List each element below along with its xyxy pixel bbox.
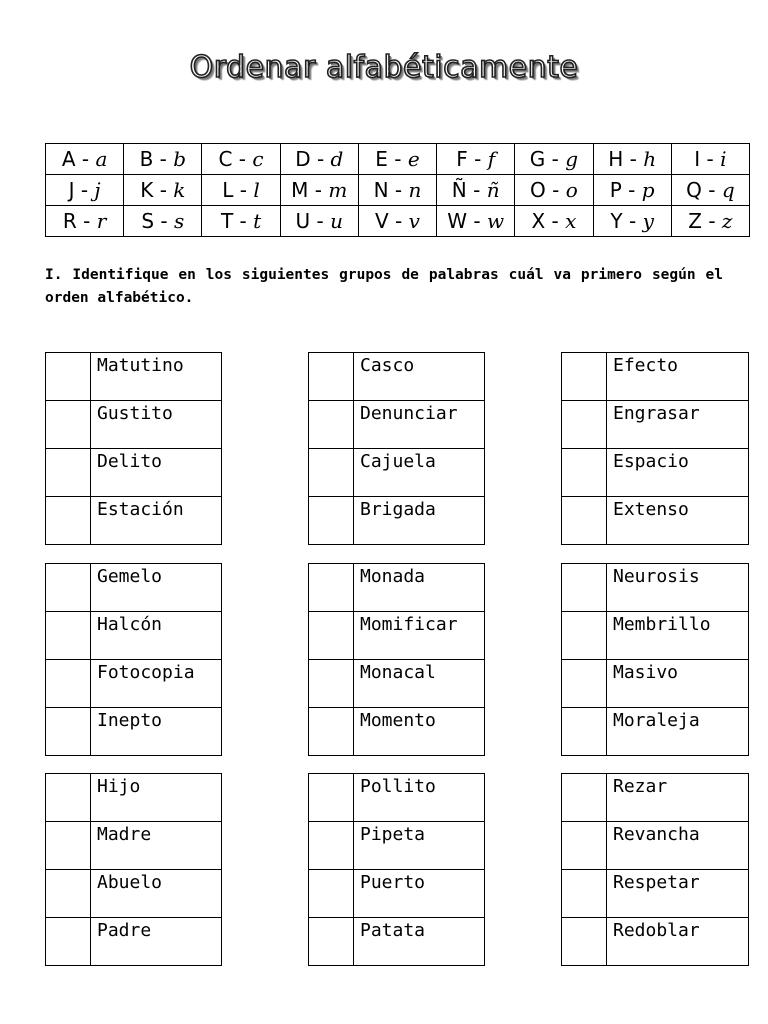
alphabet-row bbox=[46, 206, 750, 237]
word-group-table bbox=[45, 773, 222, 966]
word-cell: Monacal bbox=[354, 660, 485, 708]
lowercase-letter: o bbox=[565, 178, 578, 202]
alphabet-cell: Q - q bbox=[671, 175, 749, 206]
word-row bbox=[562, 870, 749, 918]
alphabet-cell: N - n bbox=[358, 175, 436, 206]
word-row bbox=[562, 918, 749, 966]
alphabet-cell: K - k bbox=[124, 175, 202, 206]
lowercase-letter: i bbox=[720, 147, 727, 171]
uppercase-letter: C bbox=[218, 147, 233, 171]
uppercase-letter: G bbox=[529, 147, 546, 171]
word-group-table bbox=[45, 563, 222, 756]
uppercase-letter: Y bbox=[610, 209, 623, 233]
word-group-table bbox=[561, 773, 749, 966]
word-cell: Respetar bbox=[607, 870, 749, 918]
alphabet-cell: M - m bbox=[280, 175, 358, 206]
word-row bbox=[46, 660, 222, 708]
answer-box[interactable] bbox=[309, 774, 354, 822]
answer-box[interactable] bbox=[562, 497, 607, 545]
lowercase-letter: q bbox=[721, 178, 735, 202]
uppercase-letter: Q bbox=[686, 178, 702, 202]
word-row bbox=[562, 774, 749, 822]
alphabet-cell: Y - y bbox=[593, 206, 671, 237]
uppercase-letter: N bbox=[373, 178, 389, 202]
word-cell: Momento bbox=[354, 708, 485, 756]
alphabet-cell: D - d bbox=[280, 144, 358, 175]
word-row bbox=[562, 708, 749, 756]
answer-box[interactable] bbox=[562, 708, 607, 756]
word-cell: Gustito bbox=[91, 401, 222, 449]
word-cell: Inepto bbox=[91, 708, 222, 756]
word-group-table bbox=[308, 563, 485, 756]
answer-box[interactable] bbox=[562, 918, 607, 966]
lowercase-letter: f bbox=[487, 147, 496, 171]
uppercase-letter: O bbox=[530, 178, 546, 202]
answer-box[interactable] bbox=[309, 497, 354, 545]
word-cell: Redoblar bbox=[607, 918, 749, 966]
alphabet-cell: P - p bbox=[593, 175, 671, 206]
word-cell: Monada bbox=[354, 564, 485, 612]
word-cell: Padre bbox=[91, 918, 222, 966]
word-row bbox=[46, 870, 222, 918]
alphabet-cell: Ñ - ñ bbox=[437, 175, 515, 206]
word-cell: Casco bbox=[354, 353, 485, 401]
word-cell: Denunciar bbox=[354, 401, 485, 449]
uppercase-letter: Ñ bbox=[451, 178, 467, 202]
uppercase-letter: R bbox=[62, 209, 77, 233]
word-row bbox=[562, 564, 749, 612]
uppercase-letter: D bbox=[295, 147, 311, 171]
word-row bbox=[562, 449, 749, 497]
word-cell: Cajuela bbox=[354, 449, 485, 497]
word-cell: Masivo bbox=[607, 660, 749, 708]
lowercase-letter: e bbox=[407, 147, 420, 171]
word-cell: Extenso bbox=[607, 497, 749, 545]
word-row bbox=[309, 449, 485, 497]
word-row bbox=[46, 612, 222, 660]
lowercase-letter: g bbox=[565, 147, 579, 171]
word-row bbox=[309, 564, 485, 612]
uppercase-letter: Z bbox=[688, 209, 702, 233]
uppercase-letter: U bbox=[295, 209, 311, 233]
word-cell: Rezar bbox=[607, 774, 749, 822]
lowercase-letter: j bbox=[94, 178, 101, 202]
alphabet-cell: G - g bbox=[515, 144, 593, 175]
lowercase-letter: k bbox=[173, 178, 186, 202]
answer-box[interactable] bbox=[46, 870, 91, 918]
word-row bbox=[46, 918, 222, 966]
alphabet-cell: C - c bbox=[202, 144, 280, 175]
word-group-table bbox=[561, 563, 749, 756]
alphabet-cell: T - t bbox=[202, 206, 280, 237]
alphabet-row bbox=[46, 175, 750, 206]
word-cell: Halcón bbox=[91, 612, 222, 660]
word-row bbox=[309, 401, 485, 449]
answer-box[interactable] bbox=[562, 353, 607, 401]
word-row bbox=[309, 918, 485, 966]
answer-box[interactable] bbox=[562, 612, 607, 660]
word-row bbox=[309, 870, 485, 918]
lowercase-letter: s bbox=[174, 209, 185, 233]
word-cell: Membrillo bbox=[607, 612, 749, 660]
word-row bbox=[46, 401, 222, 449]
answer-box[interactable] bbox=[309, 822, 354, 870]
answer-box[interactable] bbox=[309, 708, 354, 756]
alphabet-cell: L - l bbox=[202, 175, 280, 206]
alphabet-cell: B - b bbox=[124, 144, 202, 175]
word-cell: Fotocopia bbox=[91, 660, 222, 708]
word-cell: Puerto bbox=[354, 870, 485, 918]
uppercase-letter: P bbox=[609, 178, 622, 202]
lowercase-letter: l bbox=[253, 178, 260, 202]
word-row bbox=[562, 660, 749, 708]
answer-box[interactable] bbox=[562, 870, 607, 918]
instruction-text: I. Identifique en los siguientes grupos de palabras cuál va primero según el orden alfabético. bbox=[45, 267, 723, 306]
word-row bbox=[309, 497, 485, 545]
alphabet-cell: I - i bbox=[671, 144, 749, 175]
lowercase-letter: h bbox=[643, 147, 657, 171]
answer-box[interactable] bbox=[46, 918, 91, 966]
uppercase-letter: W bbox=[447, 209, 468, 233]
uppercase-letter: L bbox=[222, 178, 234, 202]
answer-box[interactable] bbox=[309, 612, 354, 660]
answer-box[interactable] bbox=[46, 497, 91, 545]
alphabet-cell: S - s bbox=[124, 206, 202, 237]
lowercase-letter: ñ bbox=[486, 178, 500, 202]
answer-box[interactable] bbox=[309, 918, 354, 966]
answer-box[interactable] bbox=[309, 660, 354, 708]
word-row bbox=[46, 449, 222, 497]
word-row bbox=[46, 774, 222, 822]
uppercase-letter: E bbox=[375, 147, 388, 171]
answer-box[interactable] bbox=[46, 660, 91, 708]
lowercase-letter: z bbox=[721, 209, 733, 233]
answer-box[interactable] bbox=[46, 612, 91, 660]
uppercase-letter: H bbox=[608, 147, 624, 171]
alphabet-cell: X - x bbox=[515, 206, 593, 237]
word-group-table bbox=[308, 352, 485, 545]
answer-box[interactable] bbox=[46, 564, 91, 612]
uppercase-letter: T bbox=[220, 209, 234, 233]
word-cell: Patata bbox=[354, 918, 485, 966]
answer-box[interactable] bbox=[46, 822, 91, 870]
uppercase-letter: V bbox=[375, 209, 389, 233]
word-cell: Matutino bbox=[91, 353, 222, 401]
alphabet-cell: H - h bbox=[593, 144, 671, 175]
word-row bbox=[562, 401, 749, 449]
alphabet-table bbox=[45, 143, 750, 237]
lowercase-letter: a bbox=[95, 147, 108, 171]
answer-box[interactable] bbox=[46, 449, 91, 497]
word-row bbox=[562, 822, 749, 870]
word-cell: Delito bbox=[91, 449, 222, 497]
uppercase-letter: M bbox=[291, 178, 309, 202]
answer-box[interactable] bbox=[562, 822, 607, 870]
answer-box[interactable] bbox=[309, 401, 354, 449]
word-cell: Madre bbox=[91, 822, 222, 870]
lowercase-letter: u bbox=[330, 209, 343, 233]
word-row bbox=[46, 497, 222, 545]
word-cell: Gemelo bbox=[91, 564, 222, 612]
page-title: Ordenar alfabéticamente bbox=[189, 50, 579, 85]
lowercase-letter: r bbox=[96, 209, 107, 233]
word-row bbox=[309, 708, 485, 756]
uppercase-letter: J bbox=[68, 178, 75, 202]
answer-box[interactable] bbox=[309, 449, 354, 497]
word-row bbox=[562, 497, 749, 545]
answer-box[interactable] bbox=[562, 774, 607, 822]
lowercase-letter: b bbox=[173, 147, 187, 171]
uppercase-letter: S bbox=[141, 209, 155, 233]
lowercase-letter: w bbox=[487, 209, 505, 233]
uppercase-letter: X bbox=[531, 209, 546, 233]
word-group-table bbox=[561, 352, 749, 545]
word-cell: Engrasar bbox=[607, 401, 749, 449]
answer-box[interactable] bbox=[562, 401, 607, 449]
word-row bbox=[309, 353, 485, 401]
lowercase-letter: t bbox=[253, 209, 262, 233]
answer-box[interactable] bbox=[46, 401, 91, 449]
word-cell: Neurosis bbox=[607, 564, 749, 612]
answer-box[interactable] bbox=[309, 870, 354, 918]
lowercase-letter: d bbox=[330, 147, 344, 171]
alphabet-row bbox=[46, 144, 750, 175]
alphabet-cell: W - w bbox=[437, 206, 515, 237]
alphabet-cell: A - a bbox=[46, 144, 124, 175]
word-cell: Pipeta bbox=[354, 822, 485, 870]
word-cell: Brigada bbox=[354, 497, 485, 545]
word-row bbox=[309, 612, 485, 660]
lowercase-letter: p bbox=[641, 178, 655, 202]
word-group-table bbox=[45, 352, 222, 545]
answer-box[interactable] bbox=[46, 708, 91, 756]
lowercase-letter: x bbox=[565, 209, 577, 233]
lowercase-letter: n bbox=[408, 178, 422, 202]
uppercase-letter: F bbox=[456, 147, 468, 171]
lowercase-letter: c bbox=[252, 147, 264, 171]
answer-box[interactable] bbox=[562, 564, 607, 612]
word-cell: Estación bbox=[91, 497, 222, 545]
answer-box[interactable] bbox=[562, 449, 607, 497]
alphabet-cell: V - v bbox=[358, 206, 436, 237]
alphabet-cell: E - e bbox=[358, 144, 436, 175]
lowercase-letter: v bbox=[408, 209, 420, 233]
word-row bbox=[46, 708, 222, 756]
answer-box[interactable] bbox=[309, 564, 354, 612]
alphabet-cell: J - j bbox=[46, 175, 124, 206]
word-row bbox=[46, 822, 222, 870]
word-row bbox=[309, 660, 485, 708]
word-row bbox=[46, 564, 222, 612]
word-row bbox=[562, 353, 749, 401]
answer-box[interactable] bbox=[46, 774, 91, 822]
alphabet-cell: R - r bbox=[46, 206, 124, 237]
uppercase-letter: I bbox=[694, 147, 701, 171]
word-row bbox=[309, 774, 485, 822]
word-row bbox=[46, 353, 222, 401]
word-cell: Moraleja bbox=[607, 708, 749, 756]
word-row bbox=[562, 612, 749, 660]
lowercase-letter: y bbox=[642, 209, 654, 233]
word-cell: Efecto bbox=[607, 353, 749, 401]
word-cell: Hijo bbox=[91, 774, 222, 822]
word-cell: Revancha bbox=[607, 822, 749, 870]
answer-box[interactable] bbox=[562, 660, 607, 708]
alphabet-cell: Z - z bbox=[671, 206, 749, 237]
word-cell: Espacio bbox=[607, 449, 749, 497]
answer-box[interactable] bbox=[309, 353, 354, 401]
uppercase-letter: B bbox=[139, 147, 154, 171]
word-cell: Pollito bbox=[354, 774, 485, 822]
lowercase-letter: m bbox=[328, 178, 348, 202]
answer-box[interactable] bbox=[46, 353, 91, 401]
alphabet-cell: O - o bbox=[515, 175, 593, 206]
alphabet-cell: U - u bbox=[280, 206, 358, 237]
word-cell: Momificar bbox=[354, 612, 485, 660]
word-row bbox=[309, 822, 485, 870]
uppercase-letter: A bbox=[61, 147, 76, 171]
alphabet-cell: F - f bbox=[437, 144, 515, 175]
word-cell: Abuelo bbox=[91, 870, 222, 918]
word-group-table bbox=[308, 773, 485, 966]
uppercase-letter: K bbox=[140, 178, 154, 202]
